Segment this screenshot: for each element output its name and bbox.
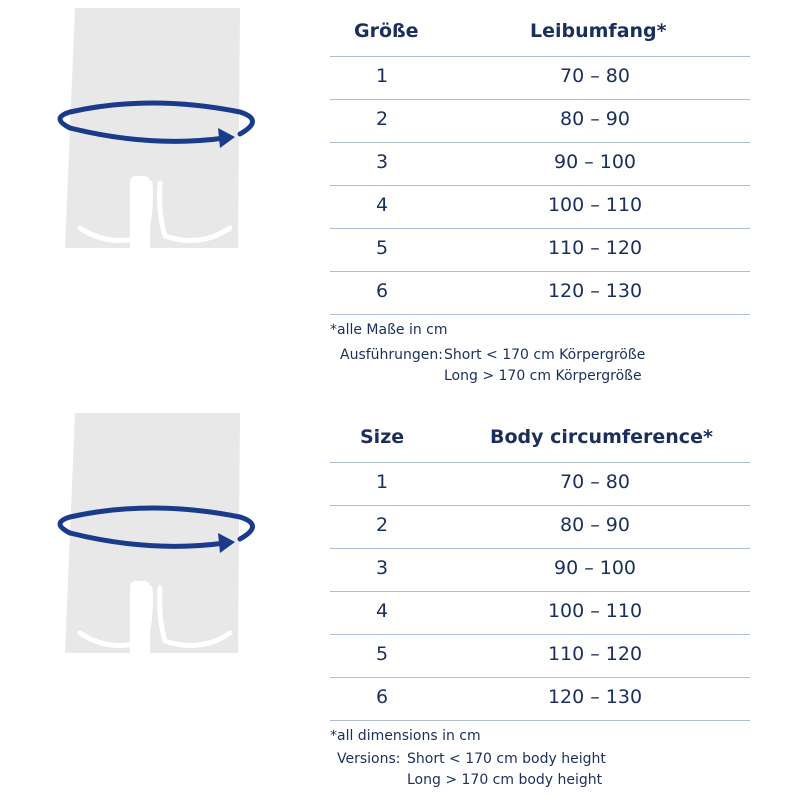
size-cell: 1 xyxy=(375,65,389,87)
circumference-cell: 90 – 100 xyxy=(553,557,637,579)
size-cell: 6 xyxy=(375,280,389,302)
table-row xyxy=(330,549,750,592)
table-row xyxy=(330,186,750,229)
table-header xyxy=(330,418,750,463)
circumference-cell: 70 – 80 xyxy=(560,65,630,87)
body-figure-top xyxy=(40,8,270,258)
size-cell: 6 xyxy=(375,686,389,708)
versions-label-german: Ausführungen: xyxy=(340,347,444,363)
size-cell: 4 xyxy=(375,600,389,622)
header-size: Size xyxy=(360,426,405,448)
table-row xyxy=(330,506,750,549)
circumference-cell: 80 – 90 xyxy=(560,108,630,130)
footnote-german: *alle Maße in cm xyxy=(330,322,448,338)
table-row xyxy=(330,100,750,143)
table-row xyxy=(330,592,750,635)
size-cell: 1 xyxy=(375,471,389,493)
table-row xyxy=(330,635,750,678)
circumference-cell: 110 – 120 xyxy=(547,643,643,665)
circumference-cell: 70 – 80 xyxy=(560,471,630,493)
circumference-cell: 100 – 110 xyxy=(547,194,643,216)
table-row xyxy=(330,272,750,315)
table-row xyxy=(330,143,750,186)
size-cell: 5 xyxy=(375,237,389,259)
size-cell: 2 xyxy=(375,108,389,130)
circumference-cell: 110 – 120 xyxy=(547,237,643,259)
circumference-cell: 120 – 130 xyxy=(547,280,643,302)
size-cell: 3 xyxy=(375,151,389,173)
footnote-english: *all dimensions in cm xyxy=(330,728,481,744)
version-long-german: Long > 170 cm Körpergröße xyxy=(444,368,642,384)
version-short-english: Short < 170 cm body height xyxy=(407,751,606,767)
version-short-german: Short < 170 cm Körpergröße xyxy=(444,347,646,363)
version-long-english: Long > 170 cm body height xyxy=(407,772,603,788)
circumference-cell: 100 – 110 xyxy=(547,600,643,622)
size-table-english xyxy=(330,418,750,721)
size-cell: 2 xyxy=(375,514,389,536)
table-row xyxy=(330,678,750,721)
size-table-german xyxy=(330,12,750,315)
body-figure-bottom xyxy=(40,413,270,663)
size-cell: 5 xyxy=(375,643,389,665)
header-circumference: Leibumfang* xyxy=(530,20,667,42)
header-size: Größe xyxy=(354,20,419,42)
versions-label-english: Versions: xyxy=(337,751,401,767)
table-header xyxy=(330,12,750,57)
size-cell: 4 xyxy=(375,194,389,216)
size-cell: 3 xyxy=(375,557,389,579)
circumference-cell: 80 – 90 xyxy=(560,514,630,536)
table-row xyxy=(330,463,750,506)
table-row xyxy=(330,57,750,100)
circumference-cell: 120 – 130 xyxy=(547,686,643,708)
header-circumference: Body circumference* xyxy=(490,426,713,448)
circumference-cell: 90 – 100 xyxy=(553,151,637,173)
table-row xyxy=(330,229,750,272)
